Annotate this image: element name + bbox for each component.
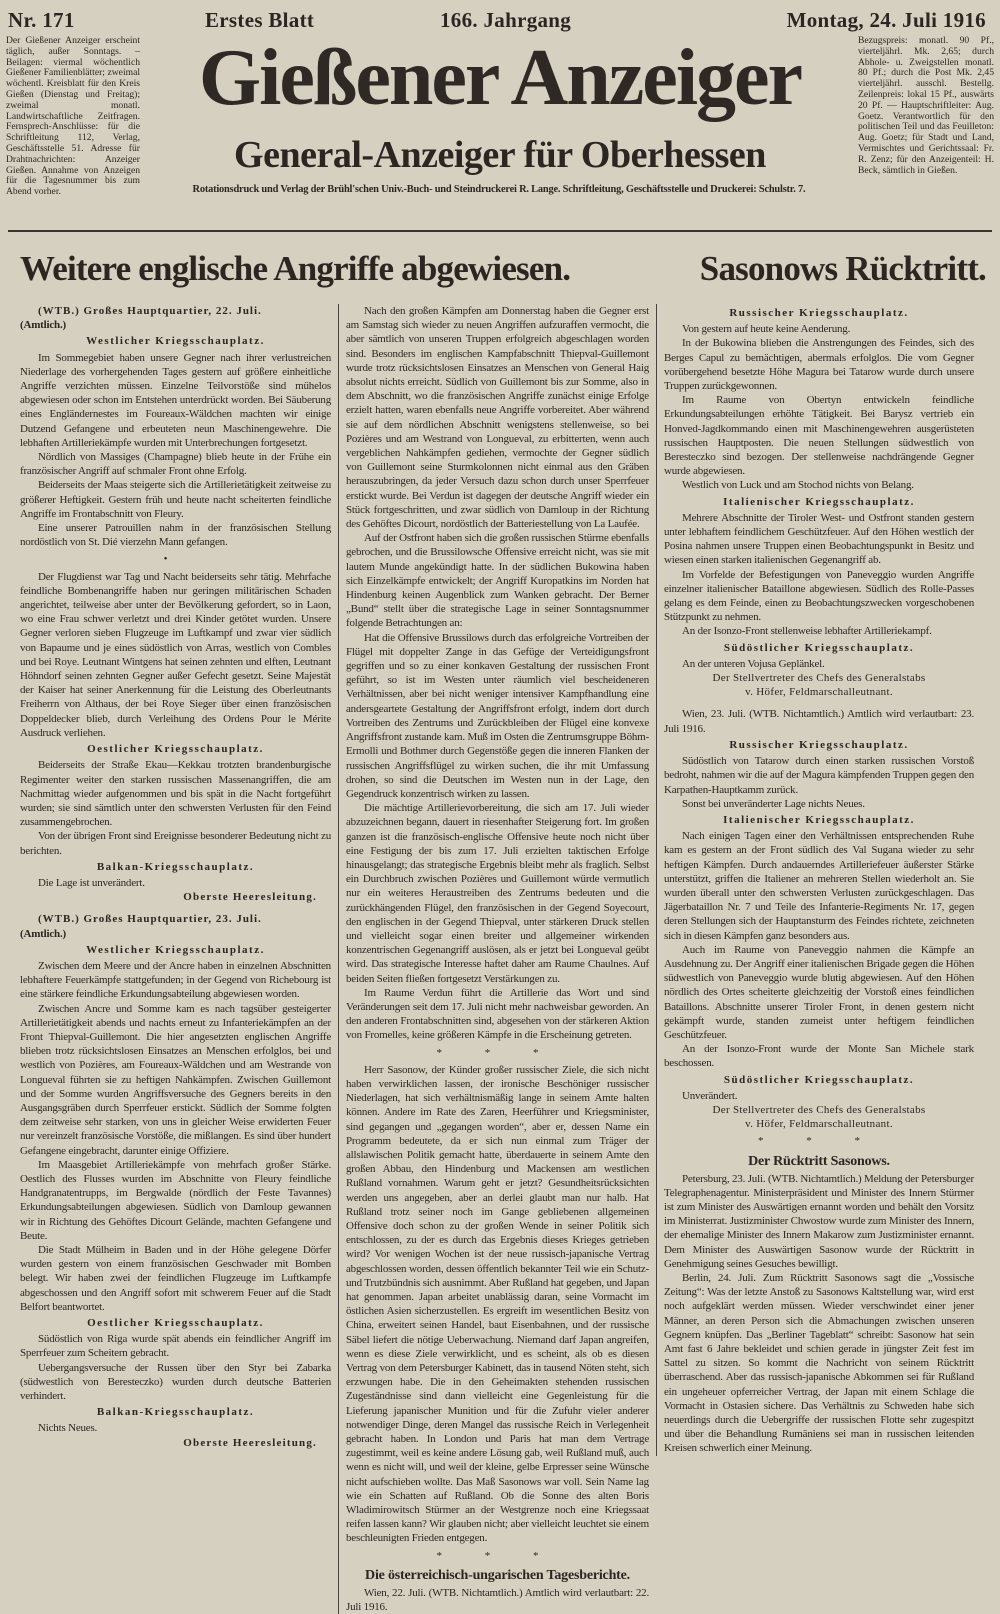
publication-info-box: Der Gießener Anzeiger erscheint täglich, außer Sonntags. – Beilagen: viermal wöchentlich Gießener Familienblätter; zweimal wöchentl. Kreisblatt für den Kreis Gießen (Dienstag und Freitag); zweimal monatl. Landwirtschaftliche Zeitfragen. Fernsprech-Anschlüsse: für die Schriftleitung 112, Verlag, Geschäftsstelle 51. Adresse für Drahtnachrichten: Anzeiger Gießen. Annahme von Anzeigen für die Tagesnummer bis zum Abend vorher. <box>6 35 140 198</box>
headline <box>20 248 986 290</box>
issue-number: Nr. 171 <box>8 8 75 32</box>
paragraph: Unverändert. <box>682 1089 738 1102</box>
paragraph: Zwischen Ancre und Somme kam es nach tagsüber gesteigerter Artillerietätigkeit abends und nachts erneut zu Infanteriekämpfen an der Front Thiepval-Guillemont. Die hier angesetzten englischen Angriffe blieben trotz rücksichtslosen Einsatzes an Menschen erfolglos, bei und westlich von Pozières, am Foureaux-Wäldchen und am Westrande von Longueval führten sie zu heftigen Nahkämpfen. Zwischen Guillemont und der Somme wurden Angriffsversuche des Gegners bereits in den Ausgangsgräben durch Sperrfeuer erstickt. Südlich der Somme folgten dem zeitweise sehr starken, von uns in gleicher Weise erwiderten Feuer nur vereinzelt französische Vorstöße, die mißlangen. Es sind über hundert Gefangene eingebracht, darunter einige Offiziere. <box>20 1002 331 1157</box>
masthead-rule <box>8 230 992 232</box>
paragraph: Die Stadt Mülheim in Baden und in der Höhe gelegene Dörfer wurden gestern von einem französischen Geschwader mit Bomben belegt. Wir haben zwei der feindlichen Flugzeuge im Luftkampfe abgeschossen und den Angriff sofort mit schwerem Feuer auf die Stadt Belfort beantwortet. <box>20 1244 331 1313</box>
paragraph: Südöstlich von Riga wurde spät abends ein feindlicher Angriff im Sperrfeuer zum Scheitern gebracht. <box>20 1333 331 1360</box>
section-heading: Südöstlicher Kriegsschauplatz. <box>723 641 915 654</box>
section-heading: Südöstlicher Kriegsschauplatz. <box>723 1073 915 1086</box>
paragraph: Wien, 23. Juli. (WTB. Nichtamtlich.) Amtlich wird verlautbart: 23. Juli 1916. <box>664 708 974 735</box>
paragraph: Beiderseits der Maas steigerte sich die Artillerietätigkeit zeitweise zu größerer Heftigkeit. Gestern früh und heute nacht scheiterten feindliche Angriffe im Frontabschnitt von Fleury. <box>20 479 331 520</box>
paragraph: Westlich von Luck und am Stochod nichts von Belang. <box>682 479 914 492</box>
paragraph: Die Lage ist unverändert. <box>38 876 145 889</box>
article-heading: Der Rücktritt Sasonows. <box>748 1153 890 1169</box>
section-heading: Westlicher Kriegsschauplatz. <box>86 943 265 956</box>
section-heading: Oestlicher Kriegsschauplatz. <box>87 1317 264 1330</box>
headline-left: Weitere englische Angriffe abgewiesen. <box>20 249 571 288</box>
section-heading: Russischer Kriegsschauplatz. <box>729 738 909 751</box>
paragraph: Nördlich von Massiges (Champagne) blieb heute in der Frühe ein französischer Angriff auf schmaler Front ohne Erfolg. <box>20 451 331 478</box>
paragraph: An der Isonzo-Front stellenweise lebhafter Artilleriekampf. <box>682 625 932 638</box>
column-3 <box>656 304 974 1456</box>
paragraph: Im Sommegebiet haben unsere Gegner nach ihrer verlustreichen Niederlage des vorhergehenden Tages gestern auf größere einheitliche Angriffe verzichten müssen. Einzelne Teilvorstöße sind mühelos abgewiesen oder schon im Entstehen unterdrückt worden. Bei Säuberung eines Engländernestes im Foureaux-Wäldchen machten wir einige Dutzend Gefangene und erbeuteten neun Maschinengewehre. Die lebhaften Artilleriekämpfe wurden mit Unterbrechungen fortgesetzt. <box>20 351 331 449</box>
column-1 <box>20 304 338 1450</box>
paragraph: Im Raume Verdun führt die Artillerie das Wort und sind Veränderungen seit dem 17. Juli nicht mehr nachweisbar geworden. An den anderen Frontabschnitten sind, abgesehen von der stärkeren Aktion von Fromelles, keine größeren Kämpfe in die Erscheinung getreten. <box>346 986 649 1042</box>
issue-date: Montag, 24. Juli 1916 <box>786 8 986 32</box>
paragraph: Im Vorfelde der Befestigungen von Paneveggio wurden Angriffe einzelner italienischer Bataillone abgewiesen. Südlich des Rolle-Passes gelang es dem Feinde, einen zu Beobachtungszwecken vorgeschobenen Stützpunkt zu nehmen. <box>664 568 974 624</box>
column-2 <box>338 304 656 1614</box>
newspaper-subtitle: General-Anzeiger für Oberhessen <box>234 134 766 176</box>
headline-right: Sasonows Rücktritt. <box>699 249 986 288</box>
imprint-line: Rotationsdruck und Verlag der Brühl'schen Univ.-Buch- und Steindruckerei R. Lange. Schriftleitung, Geschäftsstelle und Druckerei: Schulstr. 7. <box>192 184 806 195</box>
dateline: (WTB.) Großes Hauptquartier, 22. Juli. <box>38 305 262 317</box>
section-heading: Westlicher Kriegsschauplatz. <box>86 335 265 348</box>
signature: Der Stellvertreter des Chefs des Generalstabs <box>712 1103 926 1116</box>
columns <box>20 304 990 1614</box>
sheet-label: Erstes Blatt <box>205 8 315 32</box>
separator: • <box>163 553 188 566</box>
subscription-info-box: Bezugspreis: monatl. 90 Pf., vierteljährl. Mk. 2,65; durch Abhole- u. Zweigstellen monatl. 80 Pf.; durch die Post Mk. 2,45 vierteljährl. ausschl. Bestellg. Zeilenpreis: lokal 15 Pf., auswärts 20 Pf. — Hauptschriftleiter: Aug. Goetz. Verantwortlich für den politischen Teil und das Feuilleton: Aug. Goetz; für Stadt und Land, Vermischtes und Gerichtssaal: Fr. R. Zenz; für den Anzeigenteil: H. Beck, sämtlich in Gießen. <box>858 35 994 176</box>
signature: v. Höfer, Feldmarschalleutnant. <box>745 686 893 699</box>
spacer <box>664 699 974 707</box>
paragraph: Von gestern auf heute keine Aenderung. <box>682 323 851 336</box>
dateline-note: (Amtlich.) <box>20 319 66 332</box>
section-heading: Italienischer Kriegsschauplatz. <box>723 813 915 826</box>
spacer <box>20 904 331 912</box>
paragraph: An der Isonzo-Front wurde der Monte San Michele stark beschossen. <box>664 1043 974 1070</box>
paragraph: Wien, 22. Juli. (WTB. Nichtamtlich.) Amtlich wird verlautbart: 22. Juli 1916. <box>346 1586 649 1614</box>
section-heading: Russischer Kriegsschauplatz. <box>729 307 909 319</box>
paragraph: Hat die Offensive Brussilows durch das erfolgreiche Vortreiben der Flügel mit doppelter Zange in das Gefüge der Verteidigungsfront gegriffen und so zu einer konkaven Gestaltung der russischen Front geführt, so ist im Westen unter räumlich viel bescheideneren Verhältnissen, aber bei nicht weniger intensiver Kampfhandlung eine andersgeartete Gestaltung der Angriffsfront erfolgt, indem dort durch Vortreiben des Zentrums und Zurückbleiben der Flügel eine konvexe Angriffsfront zustande kam. Muß im Osten die Zentrumsgruppe Böhm-Ermolli und Bothmer durch Gegenstöße gegen die inneren Flanken der russischen Angriffsflügel zu wirken suchen, die ihr mit Umfassung drohen, so sind die Deutschen im Westen nun in der Lage, den Gegendruck konzentrisch wirken zu lassen. <box>346 631 649 800</box>
masthead <box>0 0 1000 230</box>
section-heading: Balkan-Kriegsschauplatz. <box>96 860 255 873</box>
paragraph: Herr Sasonow, der Künder großer russischer Ziele, die sich nicht haben verwirklichen lassen, der ironische Beschöniger russischer Niederlagen, hat sich verhältnismäßig lange in seinem Amte halten können. Andere im Rate des Zaren, Heerführer und Kriegsminister, sind gegangen und „gegangen worden“, aber er, dessen Name ein Programm bedeutete, da er sich nun einmal zum Träger der allslawischen Politik gemacht hatte, überdauerte in seinem Amte den großen Abbau, den Hindenburg und Mackensen am westlichen Rußland vornahmen. Warum geht er jetzt? Gesundheitsrücksichten werden uns angegeben, aber an derlei glaubt man nur halb. Hat Rußland trotz seiner noch im Gange gebliebenen allgemeinen Offensive doch schon zu der großen Wende in seiner Politik sich entschlossen, zu der es durch das Ergebnis dieses Krieges getrieben wird? Vor wenigen Wochen ist der neue russisch-japanische Vertrag abgeschlossen worden, dessen öffentlich bekannter Teil wie ein Schutz- und Trutzbündnis sich ausnimmt. Aber Rußland hat gegeben, und Japan hat genommen. Japan arbeitet unablässig daran, seine Vormacht im östlichen Asien sicherzustellen. Es ergreift im wesentlichen Besitz von China, erweitert seinen Handel, baut Eisenbahnen, und der russische Säbel liefert die nötige Ueberwachung. Niemand darf Japan angreifen, wenn es diese Ziele verwirklicht, und es scheint, als ob es diesen Vertrag von dem Petersburger Kabinett, das in tausend Nöten steht, sich erzwungen habe. Die in den Geheimakten stehenden russischen Zugeständnisse sind dann vielleicht eine Gegenleistung für die Lieferung japanischer Munition und für die Zufuhr vieler anderer notwendiger Dinge, deren Mangel das russische Reich in Verlegenheit gebracht haben. In London und Paris hat man dem Vertrage zugestimmt, weil es keine andere Lösung gab, weil Rußland muß, auch wenn es nicht will, und weil der kleine, gelbe Erpresser seine Wünsche nicht aufschieben wollte. Das Maß Sasonows war voll. Sein Name lag wie ein Schatten auf Rußland. Ob die Sonne des alten Boris Wladimirowitsch Stürmer an der Westgrenze noch eine Kriegssaat reifen lassen kann? Wir glauben nicht; aber vielleicht leuchtet sie einem beschleunigten Frieden entgegen. <box>346 1063 649 1545</box>
dateline-note: (Amtlich.) <box>20 927 66 940</box>
paragraph: An der unteren Vojusa Geplänkel. <box>682 657 825 670</box>
separator: * * * <box>758 1135 880 1148</box>
paragraph: Nach den großen Kämpfen am Donnerstag haben die Gegner erst am Samstag sich wieder zu neuen Angriffen aufzuraffen vermocht, die aber sämtlich von unseren Truppen erfolgreich abgeschlagen worden sind. Besonders im englischen Kampfabschnitt Thiepval-Guillemont wurde trotz rücksichtslosen Einsatzes an Menschen von General Haig absolut nichts erreicht. Südlich von Guillemont bis zur Somme, also in dem Abschnitt, wo die französischen Angriffe zunächst einige Erfolge erzielt hatten, waren ebenfalls neue Angriffe vorbereitet. Aber während sie auf dem nördlichen Abschnitt wenigstens stellenweise, so bei Pozières und am Westrand von Longueval, zu erbitterten, wenn auch vergeblichen Nahkämpfen gediehen, vermochte der Gegner südlich von Guillemont seine Sturmkolonnen nicht einmal aus den Gräben herauszubringen, da jeder Versuch dazu schon durch unser Sperrfeuer erstickt wurde. Bei Verdun ist dagegen der deutsche Angriff wieder ein Stück fortgeschritten, und zwar südlich von Damloup in der Richtung des Gehöftes Dicourt, nordöstlich der Batteriestellung von La Laufée. <box>346 305 649 531</box>
paragraph: Im Maasgebiet Artilleriekämpfe von mehrfach großer Stärke. Oestlich des Flusses wurden im Abschnitte von Fleury feindliche Handgranatentrupps, im Bergwalde (nördlich der Feste Tavannes) Erkundungsabteilungen abgewiesen. Südlich von Damloup gewannen wir in Richtung des Gehöftes Dicourt Gelände, machten Gefangene und Beute. <box>20 1158 331 1242</box>
separator: * * * <box>436 1549 559 1562</box>
newspaper-title: Gießener Anzeiger <box>198 34 802 122</box>
paragraph: Beiderseits der Straße Ekau—Kekkau trotzten brandenburgische Regimenter weiter den starken russischen Massenangriffen, die am Nachmittag wieder aufgenommen und bis spät in die Nacht fortgeführt wurden; sie sind sämtlich unter den schwersten Verlusten für den Feind zusammengebrochen. <box>20 759 331 829</box>
section-heading: Balkan-Kriegsschauplatz. <box>96 1406 255 1419</box>
paragraph: Auf der Ostfront haben sich die großen russischen Stürme ebenfalls gebrochen, und die Brussilowsche Offensive erreicht nicht, was sie mit lautem Munde angekündigt hatte. In der südlichen Bukowina haben sich Einzelkämpfe entwickelt; der Angriff Kuropatkins im Norden hat Hindenburg keinen Augenblick zum Wanken gebracht. Der Berner „Bund“ stellt über die strategische Lage in seiner Sonntagsnummer folgende Betrachtungen an: <box>346 532 649 630</box>
paragraph: Der Flugdienst war Tag und Nacht beiderseits sehr tätig. Mehrfache feindliche Bombenangriffe haben nur geringen militärischen Schaden angerichtet, teilweise aber unter der Bevölkerung gefordert, so in Laon, wo eine Frau schwer verletzt und drei Kinder getötet wurden. Unsere Gegner verloren sieben Flugzeuge im Luftkampf und zwar vier südlich von Bapaume und je eines südöstlich von Arras, westlich von Combles und bei Roye. Leutnant Wintgens hat seinen zehnten und elften, Leutnant Höhndorf seinen zehnten Gegner außer Gefecht gesetzt. Seine Majestät der Kaiser hat seiner Anerkennung für die Leistung des Oberleutnants Freiherrn von Althaus, der bei Roye Sieger über einen französischen Doppeldecker blieb, durch Verleihung des Ordens Pour le Mérite Ausdruck verliehen. <box>20 570 331 739</box>
paragraph: Berlin, 24. Juli. Zum Rücktritt Sasonows sagt die „Vossische Zeitung“: Was der letzte Anstoß zu Sasonows Kaltstellung war, wird erst noch aufgeklärt werden müssen. Wieder verschwindet einer jener Männer, an deren Person sich die Abmachungen zwischen unseren Gegnern knüpfen. Das „Berliner Tageblatt“ schreibt: Sasonow hat sein Amt fast 6 Jahre bekleidet und schien gerade in jüngster Zeit fest im Sattel zu sitzen. So kommt die Nachricht von seinem Rücktritt überraschend. Aber das russisch-japanische Abkommen sei für Rußland ein ungeheuer opferreicher Vertrag, der Japan mit einem Schlage die Vormacht in Ostasien sichere. Das Verhältnis zu Schweden habe sich neuerdings durch die Uebergriffe der russischen Flotte sehr zugespitzt und über die Behandlung Rumäniens sei man in russischen leitenden Kreisen schwerlich einer Meinung. <box>664 1272 974 1455</box>
paragraph: Eine unserer Patrouillen nahm in der französischen Stellung nordöstlich von St. Dié vierzehn Mann gefangen. <box>20 522 331 549</box>
paragraph: In der Bukowina blieben die Anstrengungen des Feindes, sich des Berges Capul zu bemächtigen, abermals erfolglos. Die vom Gegner vorübergehend besetzte Höhe Magura bei Tatarow wurde durch unsere Truppen zurückgewonnen. <box>664 337 974 393</box>
signature: Oberste Heeresleitung. <box>183 891 317 904</box>
separator: * * * <box>436 1046 559 1059</box>
paragraph: Mehrere Abschnitte der Tiroler West- und Ostfront standen gestern unter lebhaftem feindlichem Geschützfeuer. Auf den Höhen westlich der Posina nahmen unsere Truppen einen Beobachtungspunkt in Besitz und wiesen einen starken italienischen Gegenangriff ab. <box>664 511 974 567</box>
article-heading: Die österreichisch-ungarischen Tagesberichte. <box>365 1567 630 1583</box>
signature: Der Stellvertreter des Chefs des Generalstabs <box>712 672 926 685</box>
paragraph: Südöstlich von Tatarow durch einen starken russischen Vorstoß bedroht, nahmen wir die auf der Magura kämpfenden Truppen gegen den Karpathen-Hauptkamm zurück. <box>664 755 974 796</box>
paragraph: Auch im Raume von Paneveggio nahmen die Kämpfe an Ausdehnung zu. Der Angriff einer italienischen Brigade gegen die Höhen südwestlich von Paneveggio wurde blutig abgewiesen. Auf den Höhen nördlich des Ortes scheiterte gleichzeitig der Vorstoß eines feindlichen Bataillons. Abschnitte unserer Tiroler Front, in denen gestern nicht gekämpft wurde, standen zumeist unter heftigem feindlichen Geschützfeuer. <box>664 943 974 1041</box>
paragraph: Petersburg, 23. Juli. (WTB. Nichtamtlich.) Meldung der Petersburger Telegraphenagentur. Ministerpräsident und Minister des Innern Stürmer ist zum Minister des Auswärtigen ernannt worden und behält den Vorsitz im Ministerrat. Justizminister Chwostow wurde zum Minister des Innern, der ehemalige Minister des Innern Makarow zum Justizminister ernannt. Dem Minister des Auswärtigen Sasonow wurde der Rücktritt in Genehmigung seines Gesuches bewilligt. <box>664 1172 974 1270</box>
section-heading: Italienischer Kriegsschauplatz. <box>723 495 915 508</box>
paragraph: Im Raume von Obertyn entwickeln feindliche Erkundungsabteilungen erhöhte Tätigkeit. Bei Barysz vertrieb ein Honved-Jagdkommando einen mit Maschinengewehren ausgerüsteten russischen Hauptposten. Die neuen Stellungen südwestlich von Beresteczko sind bezogen. Der stellenweise nachdrängende Gegner wurde abgewiesen. <box>664 394 974 478</box>
signature: v. Höfer, Feldmarschalleutnant. <box>745 1118 893 1131</box>
section-heading: Oestlicher Kriegsschauplatz. <box>87 743 264 756</box>
paragraph: Zwischen dem Meere und der Ancre haben in einzelnen Abschnitten lebhaftere Feuerkämpfe stattgefunden; in der Gegend von Richebourg ist eine stärkere feindliche Erkundungsabteilung abgewiesen worden. <box>20 959 331 1001</box>
paragraph: Uebergangsversuche der Russen über den Styr bei Zabarka (südwestlich von Beresteczko) wurden durch deutsche Batterien verhindert. <box>20 1361 331 1403</box>
paragraph: Die mächtige Artillerievorbereitung, die sich am 17. Juli wieder abzuzeichnen begann, dauert in riesenhafter Steigerung fort. Im großen ganzen ist die französisch-englische Offensive heute noch nicht über eine Festigung der bis zum 17. Juli erzielten taktischen Erfolge hinausgelangt; das strategische Ergebnis bleibt mehr als fraglich. Selbst ein Durchbruch zwischen Pozières und Guillemont würde vermutlich nur ein weiteres Heraustreiben des Zentrums bedeuten und die zurückhängenden Flügel, den französischen in der Gegend Soyecourt, den englischen in der Gegend Thiepval, unter stärkeren Druck stellen und vielleicht sogar einen breiter und allgemeiner wirkenden konzentrischen Gegenangriff auslösen, als er jetzt bei Longueval geübt wird. Das strategische Interesse haftet daher am Raume Chaulnes. Auf beiden Seiten fließen fortgesetzt Verstärkungen zu. <box>346 802 649 985</box>
paragraph: Von der übrigen Front sind Ereignisse besonderer Bedeutung nicht zu berichten. <box>20 830 331 857</box>
paragraph: Nach einigen Tagen einer den Verhältnissen entsprechenden Ruhe kam es gestern an der Front südlich des Val Sugana wieder zu sehr heftigen Kämpfen. Durch andauerndes Artilleriefeuer äußerster Stärke unterstützt, griffen die Italiener an mehreren Stellen wiederholt an. Sie wurden überall unter den schwersten Verlusten zurückgeschlagen. Das Jägerbataillon Nr. 7 und Teile des Infanterie-Regiments Nr. 17, gegen deren Stellungen sich der Hauptansturm des Feindes richtete, zeichneten sich in diesen Kämpfen ganz besonders aus. <box>664 830 974 942</box>
volume-label: 166. Jahrgang <box>440 8 572 32</box>
dateline: (WTB.) Großes Hauptquartier, 23. Juli. <box>38 913 262 926</box>
signature: Oberste Heeresleitung. <box>183 1436 317 1449</box>
paragraph: Nichts Neues. <box>38 1422 98 1435</box>
paragraph: Sonst bei unveränderter Lage nichts Neues. <box>682 797 865 810</box>
